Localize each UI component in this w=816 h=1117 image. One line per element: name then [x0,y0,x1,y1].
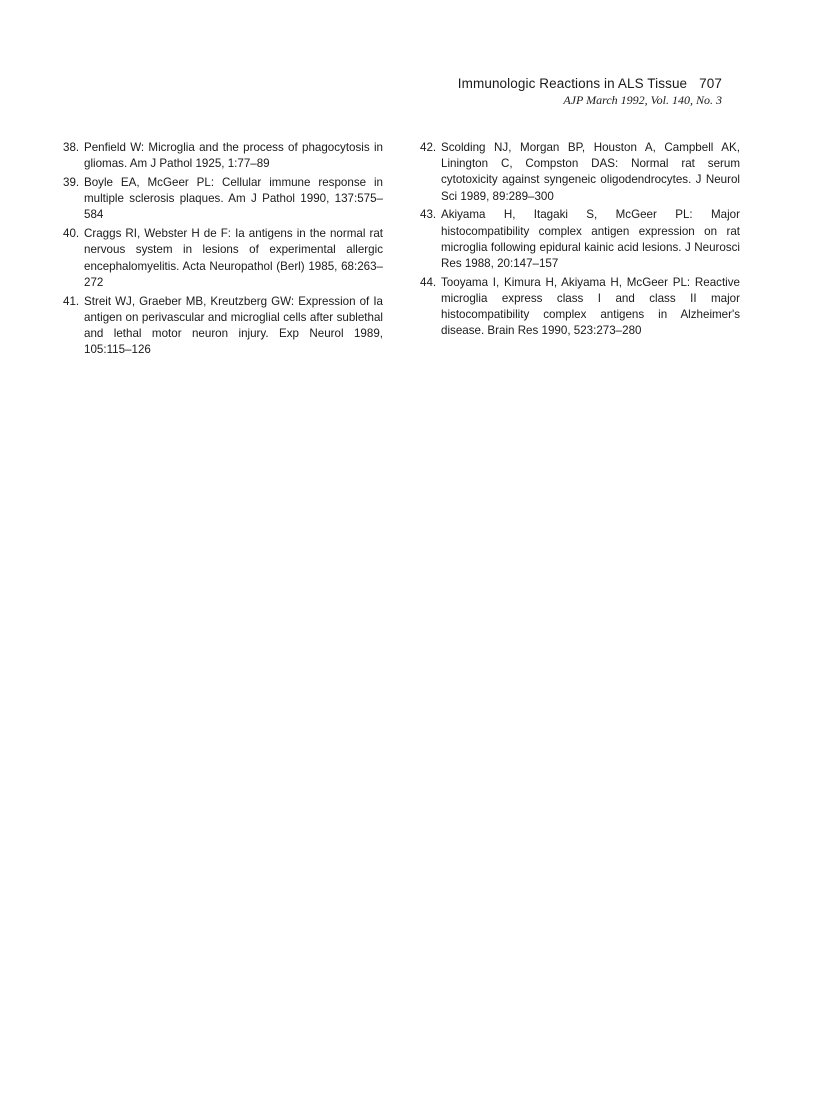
journal-citation-line: AJP March 1992, Vol. 140, No. 3 [563,93,722,107]
reference-item [420,207,740,272]
reference-number: 43. [420,208,437,222]
running-title: Immunologic Reactions in ALS Tissue [457,76,688,91]
reference-number: 44. [420,275,437,289]
reference-number: 39. [63,176,80,189]
reference-text: Boyle EA, McGeer PL: Cellular immune response in multiple sclerosis plaques. Am J Pathol 1990, 137:575–584 [84,176,383,222]
reference-text: Tooyama I, Kimura H, Akiyama H, McGeer PL: Reactive microglia express class I and class II major histocompatibility complex antigens in Alzheimer's disease. Brain Res 1990, 523:273–280 [441,275,740,338]
reference-item [420,140,740,205]
reference-number: 42. [420,141,437,154]
reference-item [63,226,383,291]
reference-item [420,275,740,340]
reference-text: Craggs RI, Webster H de F: Ia antigens in the normal rat nervous system in lesions of experimental allergic encephalomyelitis. Acta Neuropathol (Berl) 1985, 68:263–272 [84,227,383,289]
reference-number: 38. [63,141,80,154]
running-head [322,76,722,92]
reference-item [63,175,383,224]
reference-text: Akiyama H, Itagaki S, McGeer PL: Major histocompatibility complex antigen expression on rat microglia following epidural kainic acid lesions. J Neurosci Res 1988, 20:147–157 [441,208,740,271]
reference-number: 40. [63,227,80,241]
reference-number: 41. [63,294,80,308]
page-header [322,76,722,108]
reference-text: Streit WJ, Graeber MB, Kreutzberg GW: Expression of Ia antigen on perivascular and microglial cells after sublethal and lethal motor neuron injury. Exp Neurol 1989, 105:115–126 [84,294,383,357]
reference-item [63,140,383,172]
page-number: 707 [699,76,722,91]
reference-text: Scolding NJ, Morgan BP, Houston A, Campbell AK, Linington C, Compston DAS: Normal rat serum cytotoxicity against syngeneic oligodendrocytes. J Neurol Sci 1989, 89:289–300 [441,141,740,203]
reference-item [63,294,383,359]
references-left-column [63,140,383,361]
references-right-column [420,140,740,342]
reference-text: Penfield W: Microglia and the process of phagocytosis in gliomas. Am J Pathol 1925, 1:77–89 [84,141,383,171]
